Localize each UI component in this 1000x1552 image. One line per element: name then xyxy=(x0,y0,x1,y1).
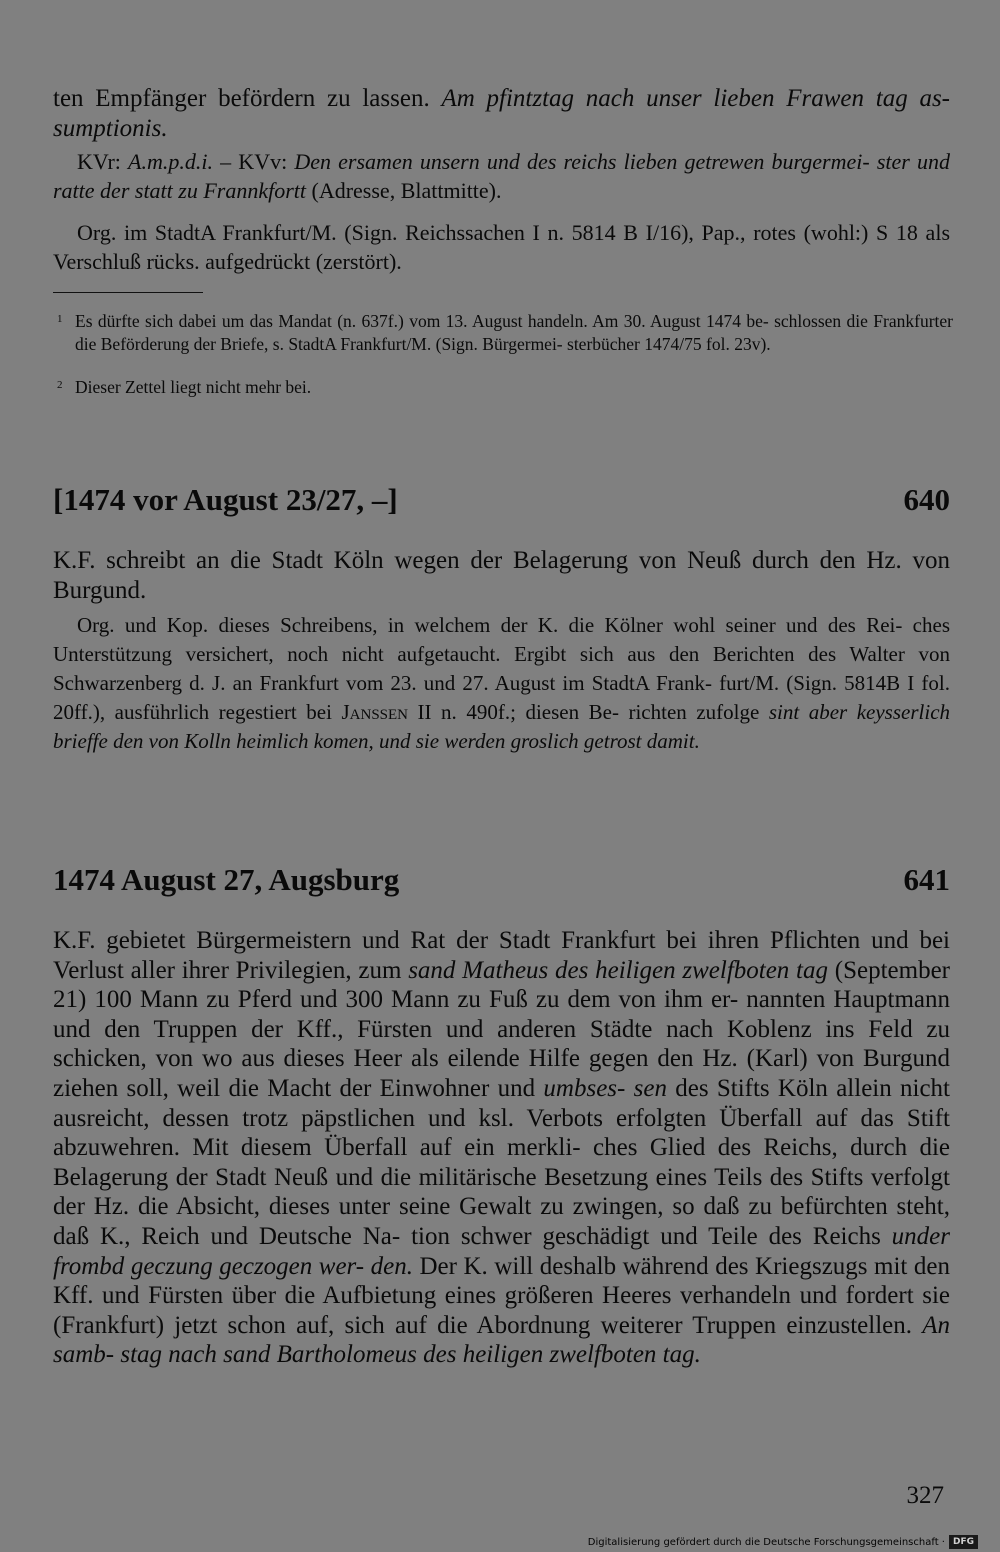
dfg-logo: DFG xyxy=(949,1535,978,1549)
record-641-date: 1474 August 27, Augsburg xyxy=(53,862,400,897)
digitization-credit xyxy=(588,1535,978,1549)
page-number: 327 xyxy=(906,1482,944,1509)
top-record-kv: KVr: A.m.p.d.i. – KVv: Den ersamen unsern und des reichs lieben getrewen burgermei- ster und ratte der statt zu Frannkfortt (Adresse, Blattmitte). xyxy=(53,149,950,203)
record-641-heading xyxy=(53,862,950,898)
record-641-summary: K.F. gebietet Bürgermeistern und Rat der Stadt Frankfurt bei ihren Pflichten und bei Verlust aller ihrer Privilegien, zum sand Matheus des heiligen zwelfboten tag (September 21) 100 Mann zu Pferd und 300 Mann zu Fuß zu dem von ihm er- nannten Hauptmann und den Truppen der Kff., Fürsten und anderen Städte nach Koblenz ins Feld zu schicken, von wo aus dieses Heer als eilende Hilfe gegen den Hz. (Karl) von Burgund ziehen soll, weil die Macht der Einwohner und umbses- sen des Stifts Köln allein nicht ausreicht, dessen trotz päpstlichen und ksl. Verbots erfolgten Überfall auf das Stift abzuwehren. Mit diesem Überfall auf ein merkli- ches Glied des Reichs, durch die Belagerung der Stadt Neuß und die militärische Besetzung eines Teils des Stifts verfolgt der Hz. die Absicht, dieses unter seine Gewalt zu zwingen, so daß zu befürchten steht, daß K., Reich und Deutsche Na- tion schwer geschädigt und Teile des Reichs under frombd geczung geczogen wer- den. Der K. will deshalb während des Kriegszugs mit den Kff. und Fürsten über die Aufbietung eines größeren Heeres verhandeln und fordert sie (Frankfurt) jetzt schon auf, sich auf die Abordnung weiterer Truppen einzustellen. An samb- stag nach sand Bartholomeus des heiligen zwelfboten tag. xyxy=(53,927,951,1369)
top-record-org: Org. im StadtA Frankfurt/M. (Sign. Reichssachen I n. 5814 B I/16), Pap., rotes (wohl:) S 18 als Verschluß rücks. aufgedrückt (zerstört). xyxy=(53,220,950,274)
record-640-note: Org. und Kop. dieses Schreibens, in welchem der K. die Kölner wohl seiner und des Rei- ches Unterstützung versichert, noch nicht aufgetaucht. Ergibt sich aus den Berichten des Walter von Schwarzenberg d. J. an Frankfurt vom 23. und 27. August im StadtA Frank- furt/M. (Sign. 5814B I fol. 20ff.), ausführlich regestiert bei Janssen II n. 490f.; diesen Be- richten zufolge sint aber keysserlich brieffe den von Kolln heimlich komen, und sie werden groslich getrost damit. xyxy=(53,613,951,753)
top-record-closing: ten Empfänger befördern zu lassen. Am pfintztag nach unser lieben Frawen tag as- sumptionis. xyxy=(53,85,950,142)
credit-text: Digitalisierung gefördert durch die Deutsche Forschungsgemeinschaft · xyxy=(587,1536,945,1548)
author-janssen: Janssen xyxy=(341,700,409,724)
record-641-number: 641 xyxy=(903,862,950,897)
record-640-summary: K.F. schreibt an die Stadt Köln wegen der Belagerung von Neuß durch den Hz. von Burgund. xyxy=(53,547,950,604)
footnote-2: 2 Dieser Zettel liegt nicht mehr bei. xyxy=(57,377,312,397)
record-640-date: [1474 vor August 23/27, –] xyxy=(53,482,398,517)
footnote-1: 1 Es dürfte sich dabei um das Mandat (n. 637f.) vom 13. August handeln. Am 30. August 1474 be- schlossen die Frankfurter die Beförderung der Briefe, s. StadtA Frankfurt/M. (Sign. Bürgermei- sterbücher 1474/75 fol. 23v). xyxy=(57,311,953,354)
record-640-heading xyxy=(53,482,950,518)
record-640-number: 640 xyxy=(903,482,950,517)
footnote-divider xyxy=(53,292,203,293)
